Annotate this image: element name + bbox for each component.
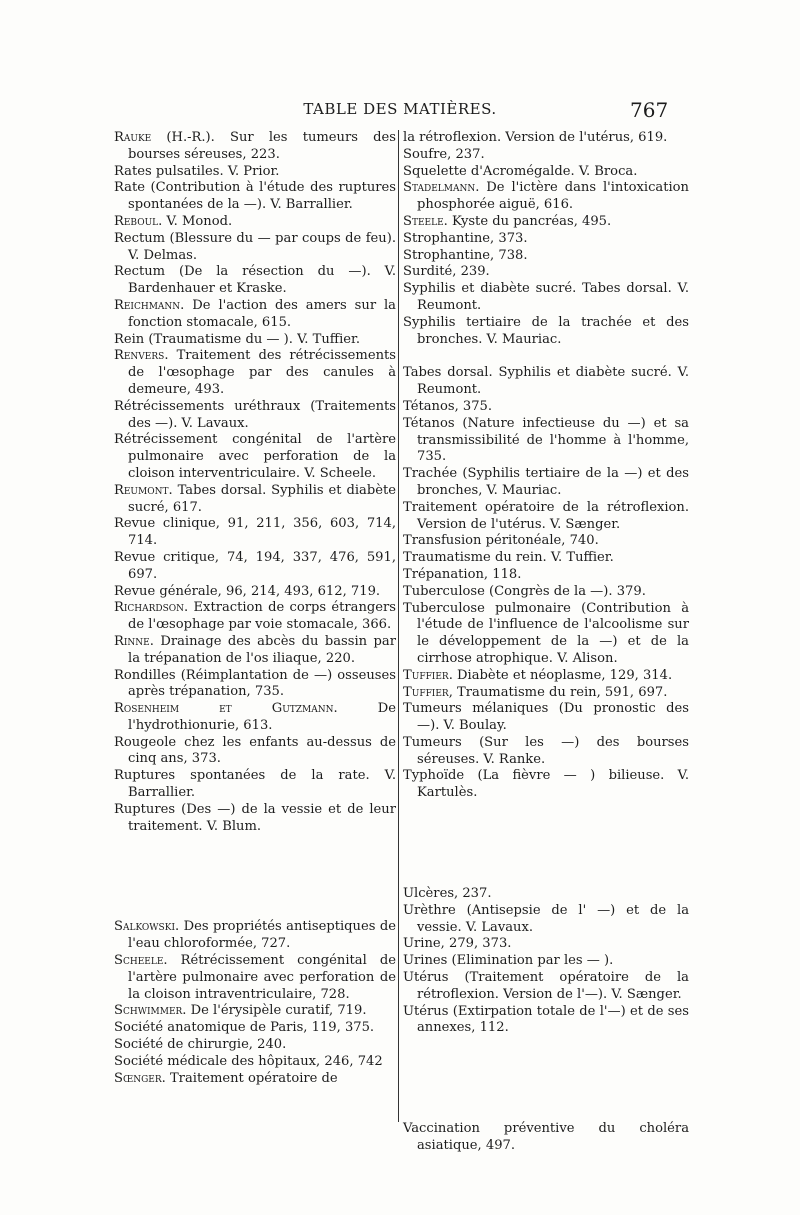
index-entry bbox=[403, 567, 689, 584]
index-entry bbox=[403, 903, 689, 937]
entry-text: Sur les tumeurs des bourses séreuses, 223. bbox=[128, 130, 396, 162]
entry-text: Rougeole chez les enfants au-dessus de cinq ans, 373. bbox=[114, 734, 396, 767]
entry-text: Traitement opératoire de bbox=[169, 1070, 338, 1086]
entry-text: Ruptures spontanées de la rate. V. Barrallier. bbox=[114, 768, 396, 801]
entry-text: Drainage des abcès du bassin par la trépanation de l'os iliaque, 220. bbox=[128, 633, 396, 666]
entry-text: Traumatisme du rein, 591, 697. bbox=[457, 684, 668, 700]
entry-text: Squelette d'Acromégalde. V. Broca. bbox=[403, 163, 638, 179]
index-entry bbox=[114, 164, 396, 181]
index-entry bbox=[114, 130, 396, 164]
entry-text: Rétrécissement congénital de l'artère pulmonaire avec perforation de la cloison intraventriculaire, 728. bbox=[128, 953, 396, 1002]
entry-author: Rinne. bbox=[114, 633, 154, 649]
entry-text: Ulcères, 237. bbox=[403, 886, 492, 902]
entry-author: Sœnger. bbox=[114, 1070, 166, 1086]
entry-text: Société médicale des hôpitaux, 246, 742 bbox=[114, 1053, 383, 1069]
index-entry bbox=[114, 768, 396, 802]
index-entry bbox=[114, 348, 396, 398]
entry-text: V. Monod. bbox=[166, 213, 233, 229]
index-entry bbox=[114, 1020, 396, 1037]
entry-text: Strophantine, 738. bbox=[403, 247, 528, 263]
index-entry bbox=[114, 214, 396, 231]
index-entry bbox=[403, 164, 689, 181]
entry-text: Rondilles (Réimplantation de —) osseuses après trépanation, 735. bbox=[114, 667, 396, 700]
entry-text: Rates pulsatiles. V. Prior. bbox=[114, 163, 280, 179]
entry-text: Des propriétés antiseptiques de l'eau chloroformée, 727. bbox=[128, 919, 396, 952]
entry-text: Trépanation, 118. bbox=[403, 566, 522, 582]
entry-text: De l'érysipèle curatif, 719. bbox=[190, 1003, 367, 1019]
index-entry bbox=[403, 936, 689, 953]
entry-text: Traumatisme du rein. V. Tuffier. bbox=[403, 550, 614, 566]
entry-text: De l'action des amers sur la fonction stomacale, 615. bbox=[128, 297, 396, 330]
entry-text: Société anatomique de Paris, 119, 375. bbox=[114, 1020, 375, 1036]
entry-text: Syphilis tertiaire de la trachée et des bronches. V. Mauriac. bbox=[403, 314, 689, 347]
entry-text: Extraction de corps étrangers de l'œsophage par voie stomacale, 366. bbox=[128, 600, 396, 633]
index-entry bbox=[114, 399, 396, 433]
index-entry bbox=[114, 919, 396, 953]
index-entry bbox=[114, 668, 396, 702]
index-entry bbox=[114, 802, 396, 836]
entry-author: Rauke (H.-R.). bbox=[114, 130, 215, 145]
entry-text: Tabes dorsal. Syphilis et diabète sucré, 617. bbox=[128, 482, 396, 515]
entry-text: De l'ictère dans l'intoxication phosphorée aiguë, 616. bbox=[417, 180, 689, 213]
entry-text: Société de chirurgie, 240. bbox=[114, 1037, 287, 1053]
index-entry bbox=[403, 1121, 689, 1155]
index-entry bbox=[114, 634, 396, 668]
index-entry bbox=[114, 550, 396, 584]
index-entry bbox=[403, 147, 689, 164]
index-entry bbox=[403, 768, 689, 802]
entry-text: Traitement opératoire de la rétroflexion. Version de l'utérus. V. Sænger. bbox=[403, 499, 689, 532]
entry-text: Tétanos, 375. bbox=[403, 398, 493, 414]
entry-text: Kyste du pancréas, 495. bbox=[452, 213, 612, 229]
index-entry bbox=[114, 1054, 396, 1071]
entry-text: Ruptures (Des —) de la vessie et de leur traitement. V. Blum. bbox=[114, 801, 396, 834]
index-entry bbox=[403, 214, 689, 231]
entry-text: Tuberculose pulmonaire (Contribution à l'étude de l'influence de l'alcoolisme sur le développement de la —) et de la cirrhose atrophique. V. Alison. bbox=[403, 600, 689, 666]
entry-text: Transfusion péritonéale, 740. bbox=[403, 533, 599, 549]
index-entry bbox=[403, 601, 689, 668]
section-gap bbox=[403, 1037, 689, 1121]
index-entry bbox=[403, 668, 689, 685]
entry-text: Urèthre (Antisepsie de l' —) et de la vessie. V. Lavaux. bbox=[403, 902, 689, 935]
entry-text: Revue critique, 74, 194, 337, 476, 591, 697. bbox=[114, 549, 396, 582]
index-entry bbox=[403, 264, 689, 281]
index-entry bbox=[114, 735, 396, 769]
entry-author: Renvers. bbox=[114, 348, 169, 364]
section-gap bbox=[403, 802, 689, 886]
index-entry bbox=[403, 970, 689, 1004]
entry-author: Salkowski. bbox=[114, 919, 180, 935]
entry-text: Rectum (De la résection du —). V. Bardenhauer et Kraske. bbox=[114, 264, 396, 297]
entry-text: Revue générale, 96, 214, 493, 612, 719. bbox=[114, 583, 381, 599]
index-entry bbox=[114, 1003, 396, 1020]
entry-text: Rein (Traumatisme du — ). V. Tuffier. bbox=[114, 331, 360, 347]
index-entry bbox=[114, 1071, 396, 1088]
index-entry bbox=[114, 516, 396, 550]
entry-text: Tabes dorsal. Syphilis et diabète sucré. V. Reumont. bbox=[403, 365, 689, 398]
page-number: 767 bbox=[630, 98, 669, 122]
index-entry bbox=[403, 500, 689, 534]
index-entry bbox=[403, 886, 689, 903]
index-entry bbox=[114, 1037, 396, 1054]
index-entry bbox=[403, 953, 689, 970]
index-entry bbox=[403, 281, 689, 315]
index-entry bbox=[403, 533, 689, 550]
index-entry bbox=[403, 365, 689, 399]
entry-text: Diabète et néoplasme, 129, 314. bbox=[457, 667, 673, 683]
index-entry bbox=[403, 416, 689, 466]
index-entry bbox=[114, 180, 396, 214]
entry-text: Revue clinique, 91, 211, 356, 603, 714, 714. bbox=[114, 516, 396, 549]
index-entry bbox=[114, 483, 396, 517]
entry-text: Vaccination préventive du choléra asiatique, 497. bbox=[403, 1121, 689, 1154]
entry-author: Tuffier, bbox=[403, 684, 453, 700]
index-entry bbox=[403, 248, 689, 265]
index-entry bbox=[403, 550, 689, 567]
entry-text: Surdité, 239. bbox=[403, 264, 490, 280]
index-entry bbox=[114, 600, 396, 634]
index-entry bbox=[114, 332, 396, 349]
index-entry bbox=[403, 1004, 689, 1038]
entry-text: Tumeurs (Sur les —) des bourses séreuses. V. Ranke. bbox=[403, 734, 689, 767]
index-entry bbox=[403, 180, 689, 214]
entry-author: Tuffier. bbox=[403, 667, 453, 683]
index-entry bbox=[403, 130, 689, 147]
index-entry bbox=[114, 584, 396, 601]
section-gap bbox=[114, 835, 396, 919]
entry-text: Utérus (Extirpation totale de l'—) et de ses annexes, 112. bbox=[403, 1003, 689, 1036]
column-divider bbox=[398, 130, 399, 1122]
entry-text: Urine, 279, 373. bbox=[403, 936, 512, 952]
entry-text: Rate (Contribution à l'étude des ruptures spontanées de la —). V. Barrallier. bbox=[114, 180, 396, 213]
index-entry bbox=[403, 315, 689, 349]
index-entry bbox=[403, 231, 689, 248]
index-entry bbox=[114, 298, 396, 332]
entry-text: Rétrécissement congénital de l'artère pulmonaire avec perforation de la cloison interventriculaire. V. Scheele. bbox=[114, 432, 396, 481]
entry-text: Traitement des rétrécissements de l'œsophage par des canules à demeure, 493. bbox=[128, 348, 396, 397]
entry-text: Trachée (Syphilis tertiaire de la —) et des bronches, V. Mauriac. bbox=[403, 466, 689, 498]
entry-text: Utérus (Traitement opératoire de la rétroflexion. Version de l'—). V. Sænger. bbox=[403, 970, 689, 1002]
entry-text: Urines (Elimination par les — ). bbox=[403, 953, 614, 969]
entry-text: Syphilis et diabète sucré. Tabes dorsal. V. Reumont. bbox=[403, 281, 689, 313]
entry-author: Richardson. bbox=[114, 600, 189, 616]
index-entry bbox=[114, 701, 396, 735]
index-entry bbox=[403, 584, 689, 601]
entry-text: Tumeurs mélaniques (Du pronostic des —). V. Boulay. bbox=[403, 701, 689, 734]
entry-text: Rétrécissements uréthraux (Traitements des —). V. Lavaux. bbox=[114, 398, 396, 431]
index-entry bbox=[403, 701, 689, 735]
running-title: TABLE DES MATIÈRES. bbox=[303, 100, 497, 118]
entry-author: Stadelmann. bbox=[403, 180, 480, 196]
entry-author: Reumont. bbox=[114, 482, 173, 498]
entry-text: Rectum (Blessure du — par coups de feu). V. Delmas. bbox=[114, 230, 396, 263]
entry-author: Reboul. bbox=[114, 213, 163, 229]
index-entry bbox=[114, 264, 396, 298]
section-gap bbox=[403, 348, 689, 365]
index-entry bbox=[403, 685, 689, 702]
entry-author: Schwimmer. bbox=[114, 1003, 187, 1019]
index-entry bbox=[114, 231, 396, 265]
entry-author: Steele. bbox=[403, 213, 448, 229]
index-entry bbox=[114, 953, 396, 1003]
entry-text: Soufre, 237. bbox=[403, 146, 485, 162]
entry-author: Rosenheim et Gutzmann. bbox=[114, 701, 338, 717]
entry-text: Typhoïde (La fièvre — ) bilieuse. V. Kartulès. bbox=[403, 768, 689, 801]
entry-text: De l'hydrothionurie, 613. bbox=[128, 701, 396, 733]
entry-author: Reichmann. bbox=[114, 297, 185, 313]
index-entry bbox=[114, 432, 396, 482]
entry-text: Tétanos (Nature infectieuse du —) et sa transmissibilité de l'homme à l'homme, 735. bbox=[403, 415, 689, 465]
index-entry bbox=[403, 399, 689, 416]
entry-text: Tuberculose (Congrès de la —). 379. bbox=[403, 583, 646, 599]
left-column bbox=[114, 130, 396, 1087]
index-entry bbox=[403, 466, 689, 500]
entry-text: Strophantine, 373. bbox=[403, 230, 528, 246]
entry-text: la rétroflexion. Version de l'utérus, 619. bbox=[403, 130, 668, 145]
entry-author: Scheele. bbox=[114, 953, 168, 969]
right-column bbox=[403, 130, 689, 1155]
index-entry bbox=[403, 735, 689, 769]
